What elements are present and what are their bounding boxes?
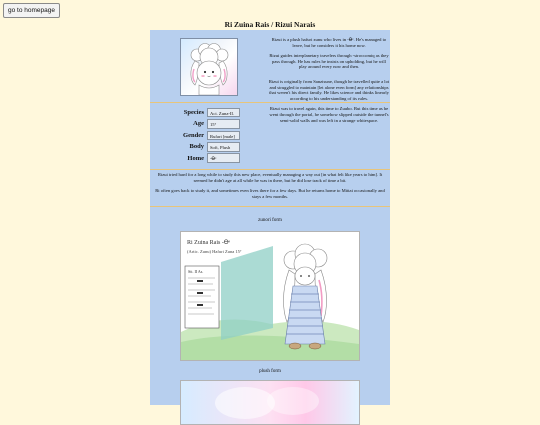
- go-to-homepage-button[interactable]: go to homepage: [3, 3, 60, 18]
- attribute-row-body: [160, 141, 268, 152]
- attribute-key: Species: [183, 108, 204, 116]
- bio-paragraph: Rizui tried hard for a long while to study this new place, eventually managing a way out [in what felt like years to him]. It seemed he didn't age at all while he was in there, but he did lose track of time a bit.: [157, 172, 383, 183]
- bio-wide-section: [154, 172, 386, 204]
- image-caption-plush: plush form: [259, 369, 281, 374]
- image-caption-zunori: zunori form: [258, 218, 282, 223]
- section-divider: [150, 169, 390, 170]
- attribute-value: Rufari [male]: [207, 131, 240, 141]
- attribute-row-home: [160, 153, 268, 164]
- attribute-row-age: [160, 118, 268, 129]
- bio-right-column: [268, 37, 390, 128]
- plush-form-image: [180, 380, 360, 425]
- attribute-table: [160, 107, 268, 164]
- bio-paragraph: Rizui was to travel again, this time to Zuubo. But this time as he went through the portal, he somehow slipped outside the tunnel's semi-solid walls and was left in a strange whitespace.: [269, 106, 389, 123]
- attribute-value: -Ꮎᵉ: [207, 153, 240, 163]
- attribute-row-species: [160, 107, 268, 118]
- attribute-row-gender: [160, 130, 268, 141]
- attribute-value: 15⁷: [207, 119, 240, 129]
- section-divider: [150, 206, 390, 207]
- bio-paragraph: Ri often goes back to study it, and sometimes even lives there for a few days. But he returns home to Mittai occasionally and stays a few months.: [155, 188, 385, 199]
- attribute-key: Body: [189, 143, 204, 151]
- attribute-value: Aci. Zuna-II.: [207, 108, 240, 118]
- plush-bunny-portrait-icon: [180, 38, 238, 96]
- attribute-key: Home: [187, 154, 204, 162]
- character-sketch-image: [180, 231, 360, 361]
- sketch-subheading: (Artic. Zunu) Hafuri Zuna 15⁷: [187, 249, 242, 254]
- bio-paragraph: Rizui is a plush hafuri zunu who lives in -Ꮎᵉ. He's managed to leave, but he considers it his home now.: [271, 37, 387, 48]
- attribute-key: Age: [193, 120, 204, 128]
- attribute-key: Gender: [183, 131, 204, 139]
- page-title: Ri Zuina Rais / Rizui Narais: [150, 20, 390, 30]
- character-profile: [150, 20, 390, 405]
- sketch-heading: Ri Zuina Rais -Ꮎᵉ: [187, 240, 231, 246]
- bio-paragraph: Rizui is originally from Sanzisune, though he travelled quite a lot and struggled to maintain [let alone even form] any relationships that weren't his direct family. He likes science and thinks linearly according to his understanding of its rules.: [268, 78, 390, 101]
- bio-paragraph: Rizui guides interplanetary travelers through -stroccomiq as they pass through. He has rules he insists on upholding, but he will play around every now and then.: [269, 53, 389, 70]
- sketch-card-title: Stt. II As.: [188, 269, 204, 274]
- attribute-value: Soft, Plush: [207, 142, 240, 152]
